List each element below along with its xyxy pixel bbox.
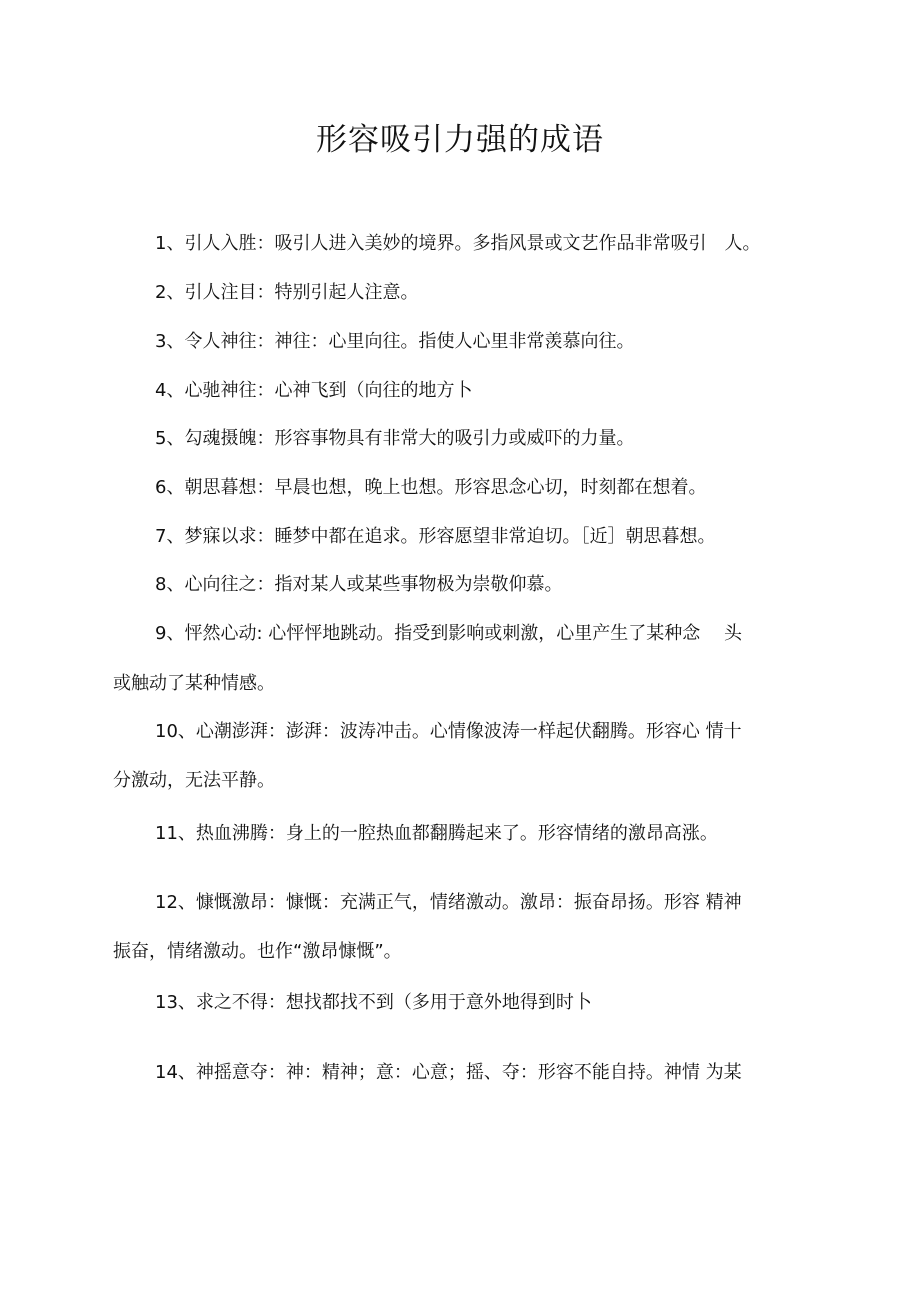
paragraph-line: 4、心驰神往：心神飞到（向往的地方卜: [155, 380, 473, 401]
paragraph-line: 2、引人注目：特别引起人注意。: [155, 282, 419, 303]
paragraph-line: 13、求之不得：想找都找不到（多用于意外地得到时卜: [155, 992, 592, 1013]
document-title: 形容吸引力强的成语: [316, 122, 604, 158]
paragraph-line: 11、热血沸腾：身上的一腔热血都翻腾起来了。形容情绪的激昂高涨。: [155, 823, 718, 844]
paragraph-line: 14、神摇意夺：神：精神；意：心意；摇、夺：形容不能自持。神情 为某: [155, 1062, 742, 1083]
paragraph-line: 12、慷慨激昂：慷慨：充满正气，情绪激动。激昂：振奋昂扬。形容 精神: [155, 892, 742, 913]
paragraph-line: 振奋，情绪激动。也作“激昂慷慨”。: [113, 941, 402, 962]
paragraph-line: 8、心向往之：指对某人或某些事物极为崇敬仰慕。: [155, 574, 563, 595]
paragraph-line: 6、朝思暮想：早晨也想，晚上也想。形容思念心切，时刻都在想着。: [155, 477, 707, 498]
paragraph-line: 或触动了某种情感。: [113, 673, 275, 694]
paragraph-line: 7、梦寐以求：睡梦中都在追求。形容愿望非常迫切。［近］朝思暮想。: [155, 526, 716, 547]
paragraph-line: 5、勾魂摄魄：形容事物具有非常大的吸引力或威吓的力量。: [155, 428, 635, 449]
paragraph-line: 1、引人入胜：吸引人进入美妙的境界。多指风景或文艺作品非常吸引 人。: [155, 233, 761, 254]
paragraph-line: 10、心潮澎湃：澎湃：波涛冲击。心情像波涛一样起伏翻腾。形容心 情十: [155, 721, 742, 742]
paragraph-line: 分激动，无法平静。: [113, 770, 275, 791]
paragraph-line: 3、令人神往：神往：心里向往。指使人心里非常羡慕向往。: [155, 331, 635, 352]
paragraph-line: 9、怦然心动: 心怦怦地跳动。指受到影响或刺激，心里产生了某种念 头: [155, 623, 742, 644]
